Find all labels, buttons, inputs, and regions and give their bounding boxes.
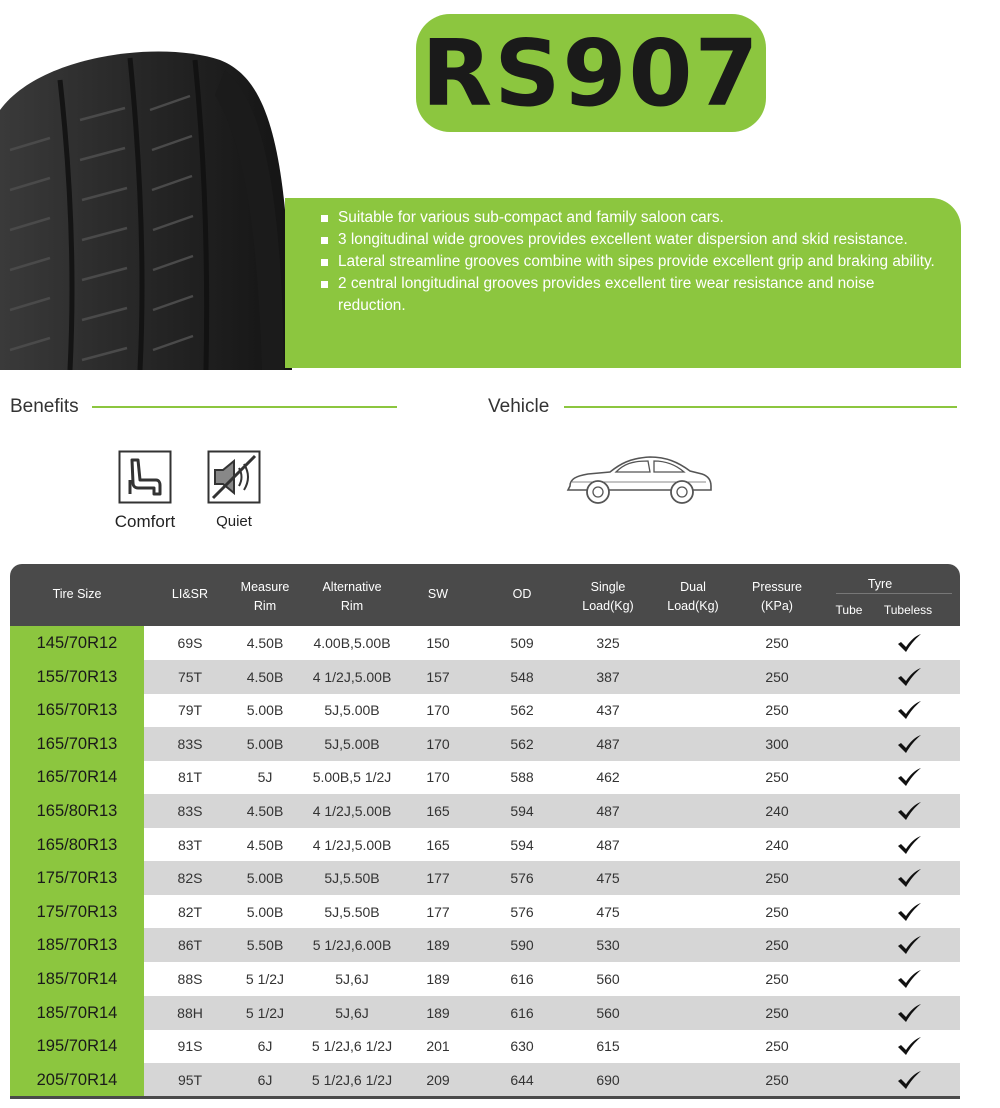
cell-od: 509 <box>510 635 534 651</box>
header-tubeless: Tubeless <box>883 603 933 617</box>
cell-alt: 5J,6J <box>335 971 369 987</box>
cell-alt: 5 1/2J,6 1/2J <box>311 1071 393 1088</box>
cell-lisr: 82S <box>177 870 203 887</box>
tubeless-check-icon <box>896 633 922 653</box>
cell-alt: 5J,5.00B <box>324 735 380 752</box>
cell-alt: 5J,5.50B <box>324 870 380 887</box>
cell-pressure: 250 <box>765 971 789 987</box>
header-od: OD <box>512 587 532 601</box>
table-row <box>10 794 960 828</box>
row-values <box>144 727 960 761</box>
cell-pressure: 250 <box>765 903 789 920</box>
cell-pressure: 250 <box>765 668 789 685</box>
cell-single: 487 <box>596 803 620 819</box>
cell-alt: 4.00B,5.00B <box>313 635 391 651</box>
cell-od: 594 <box>510 803 534 819</box>
cell-dual <box>658 626 728 660</box>
table-row <box>10 660 960 694</box>
cell-single: 560 <box>596 1004 620 1021</box>
cell-dual <box>658 760 728 794</box>
spec-table <box>10 564 960 1099</box>
benefits-heading: Benefits <box>10 396 79 417</box>
feature-item: 2 central longitudinal grooves provides excellent tire wear resistance and noise reduction. <box>321 273 941 317</box>
tubeless-check-icon <box>896 801 922 821</box>
cell-dual <box>658 660 728 694</box>
cell-dual <box>658 794 728 828</box>
cell-rim: 5.50B <box>246 937 284 954</box>
cell-dual <box>658 1029 728 1063</box>
seat-icon <box>118 450 172 504</box>
cell-single: 560 <box>596 971 620 987</box>
header-tire-size: Tire Size <box>52 587 102 601</box>
cell-single: 530 <box>596 937 620 954</box>
cell-rim: 5J <box>257 769 273 786</box>
cell-pressure: 250 <box>765 870 789 887</box>
table-header <box>10 564 960 626</box>
table-row <box>10 727 960 761</box>
cell-alt: 5J,5.00B <box>324 702 380 719</box>
row-values <box>144 1063 960 1097</box>
cell-rim: 4.50B <box>246 803 284 819</box>
cell-pressure: 240 <box>765 836 789 853</box>
cell-tire-size: 205/70R14 <box>10 1063 144 1097</box>
cell-lisr: 86T <box>177 937 203 954</box>
cell-od: 616 <box>510 1004 534 1021</box>
row-values <box>144 693 960 727</box>
cell-lisr: 79T <box>177 702 203 719</box>
tubeless-check-icon <box>896 734 922 754</box>
cell-dual <box>658 895 728 929</box>
cell-lisr: 95T <box>177 1071 203 1088</box>
sedan-car-icon <box>566 452 714 508</box>
tubeless-check-icon <box>896 1003 922 1023</box>
header-line: Measure <box>240 580 290 594</box>
table-row <box>10 996 960 1030</box>
cell-alt: 5 1/2J,6 1/2J <box>311 1038 393 1055</box>
header-line: Load(Kg) <box>582 599 634 613</box>
cell-alt: 4 1/2J,5.00B <box>312 668 392 685</box>
cell-rim: 4.50B <box>246 836 284 853</box>
tubeless-check-icon <box>896 767 922 787</box>
cell-sw: 157 <box>426 668 450 685</box>
cell-sw: 170 <box>426 702 450 719</box>
cell-rim: 5.00B <box>246 903 284 920</box>
cell-rim: 5.00B <box>246 702 284 719</box>
cell-sw: 189 <box>426 937 450 954</box>
tubeless-check-icon <box>896 667 922 687</box>
cell-od: 588 <box>510 769 534 786</box>
feature-item: Suitable for various sub-compact and family saloon cars. <box>321 207 941 229</box>
cell-tire-size: 185/70R13 <box>10 928 144 962</box>
cell-rim: 4.50B <box>246 668 284 685</box>
table-row <box>10 1029 960 1063</box>
cell-od: 616 <box>510 971 534 987</box>
cell-lisr: 91S <box>177 1038 203 1055</box>
cell-pressure: 250 <box>765 635 789 651</box>
table-row <box>10 828 960 862</box>
cell-dual <box>658 861 728 895</box>
cell-lisr: 83T <box>177 836 203 853</box>
cell-tire-size: 195/70R14 <box>10 1029 144 1063</box>
cell-tire-size: 155/70R13 <box>10 660 144 694</box>
row-values <box>144 861 960 895</box>
cell-sw: 170 <box>426 769 450 786</box>
cell-lisr: 88H <box>177 1004 203 1021</box>
header-measure-rim <box>230 578 300 616</box>
header-line: Pressure <box>751 580 803 594</box>
tubeless-check-icon <box>896 969 922 989</box>
cell-alt: 5 1/2J,6.00B <box>312 937 392 954</box>
vehicle-divider <box>564 406 957 408</box>
header-single-load <box>573 578 643 616</box>
table-row <box>10 760 960 794</box>
cell-lisr: 88S <box>177 971 203 987</box>
cell-rim: 5 1/2J <box>245 1004 285 1021</box>
cell-tire-size: 145/70R12 <box>10 626 144 660</box>
header-li-sr: LI&SR <box>171 587 209 601</box>
cell-sw: 165 <box>426 836 450 853</box>
tubeless-check-icon <box>896 1070 922 1090</box>
cell-sw: 201 <box>426 1038 450 1055</box>
product-title: RS907 <box>421 19 761 127</box>
cell-od: 576 <box>510 903 534 920</box>
cell-lisr: 81T <box>177 769 203 786</box>
cell-lisr: 75T <box>177 668 203 685</box>
cell-rim: 6J <box>257 1071 273 1088</box>
cell-dual <box>658 1063 728 1097</box>
cell-od: 594 <box>510 836 534 853</box>
tire-image <box>0 0 300 370</box>
cell-tire-size: 175/70R13 <box>10 861 144 895</box>
cell-lisr: 82T <box>177 903 203 920</box>
tubeless-check-icon <box>896 1036 922 1056</box>
cell-dual <box>658 928 728 962</box>
cell-lisr: 69S <box>177 635 203 651</box>
tubeless-check-icon <box>896 835 922 855</box>
header-tyre: Tyre <box>867 577 893 591</box>
cell-rim: 4.50B <box>246 635 284 651</box>
table-row <box>10 626 960 660</box>
cell-rim: 5.00B <box>246 870 284 887</box>
row-values <box>144 1029 960 1063</box>
cell-tire-size: 185/70R14 <box>10 996 144 1030</box>
row-values <box>144 895 960 929</box>
row-values <box>144 828 960 862</box>
cell-od: 562 <box>510 735 534 752</box>
header-line: Single <box>590 580 626 594</box>
cell-od: 644 <box>510 1071 534 1088</box>
cell-dual <box>658 996 728 1030</box>
cell-rim: 5 1/2J <box>245 971 285 987</box>
cell-single: 437 <box>596 702 620 719</box>
cell-pressure: 250 <box>765 1038 789 1055</box>
benefit-label-comfort: Comfort <box>114 512 176 531</box>
table-row <box>10 962 960 996</box>
table-bottom-border <box>10 1096 960 1099</box>
row-values <box>144 962 960 996</box>
feature-item: Lateral streamline grooves combine with sipes provide excellent grip and braking ability. <box>321 251 941 273</box>
header-tube: Tube <box>835 603 863 617</box>
header-dual-load <box>658 578 728 616</box>
cell-tire-size: 165/80R13 <box>10 794 144 828</box>
vehicle-heading: Vehicle <box>488 396 550 417</box>
tubeless-check-icon <box>896 902 922 922</box>
header-line: Rim <box>253 599 277 613</box>
cell-sw: 170 <box>426 735 450 752</box>
cell-sw: 189 <box>426 971 450 987</box>
cell-tire-size: 165/70R14 <box>10 760 144 794</box>
cell-single: 387 <box>596 668 620 685</box>
cell-single: 690 <box>596 1071 620 1088</box>
row-values <box>144 794 960 828</box>
header-tyre-divider <box>836 593 952 594</box>
cell-tire-size: 175/70R13 <box>10 895 144 929</box>
cell-od: 548 <box>510 668 534 685</box>
header-line: Load(Kg) <box>667 599 719 613</box>
cell-sw: 150 <box>426 635 450 651</box>
table-row <box>10 693 960 727</box>
cell-single: 462 <box>596 769 620 786</box>
cell-dual <box>658 828 728 862</box>
cell-od: 562 <box>510 702 534 719</box>
cell-alt: 4 1/2J,5.00B <box>312 803 392 819</box>
cell-dual <box>658 962 728 996</box>
header-pressure <box>742 578 812 616</box>
table-row <box>10 895 960 929</box>
table-row <box>10 1063 960 1097</box>
cell-lisr: 83S <box>177 735 203 752</box>
cell-od: 576 <box>510 870 534 887</box>
header-line: Dual <box>680 580 706 594</box>
row-values <box>144 996 960 1030</box>
benefits-divider <box>92 406 397 408</box>
cell-pressure: 250 <box>765 1071 789 1088</box>
cell-single: 487 <box>596 836 620 853</box>
header-line: Alternative <box>322 580 382 594</box>
cell-rim: 6J <box>257 1038 273 1055</box>
cell-dual <box>658 727 728 761</box>
cell-alt: 4 1/2J,5.00B <box>312 836 392 853</box>
cell-pressure: 250 <box>765 769 789 786</box>
cell-single: 475 <box>596 870 620 887</box>
cell-alt: 5J,6J <box>335 1004 369 1021</box>
cell-alt: 5.00B,5 1/2J <box>312 769 392 786</box>
row-values <box>144 660 960 694</box>
cell-sw: 177 <box>426 903 450 920</box>
benefit-label-quiet: Quiet <box>216 513 252 530</box>
cell-single: 475 <box>596 903 620 920</box>
table-row <box>10 928 960 962</box>
features-panel <box>285 198 961 368</box>
cell-rim: 5.00B <box>246 735 284 752</box>
tubeless-check-icon <box>896 868 922 888</box>
cell-tire-size: 165/70R13 <box>10 727 144 761</box>
cell-single: 325 <box>596 635 620 651</box>
cell-tire-size: 165/70R13 <box>10 693 144 727</box>
cell-sw: 165 <box>426 803 450 819</box>
header-alternative-rim <box>307 578 397 616</box>
feature-item: 3 longitudinal wide grooves provides excellent water dispersion and skid resistance. <box>321 229 941 251</box>
table-row <box>10 861 960 895</box>
tubeless-check-icon <box>896 935 922 955</box>
row-values <box>144 626 960 660</box>
cell-pressure: 250 <box>765 937 789 954</box>
cell-od: 590 <box>510 937 534 954</box>
row-values <box>144 760 960 794</box>
row-values <box>144 928 960 962</box>
cell-alt: 5J,5.50B <box>324 903 380 920</box>
cell-pressure: 250 <box>765 702 789 719</box>
cell-pressure: 300 <box>765 735 789 752</box>
cell-pressure: 250 <box>765 1004 789 1021</box>
cell-single: 487 <box>596 735 620 752</box>
header-line: (KPa) <box>761 599 793 613</box>
header-sw: SW <box>427 587 449 601</box>
cell-dual <box>658 693 728 727</box>
cell-sw: 209 <box>426 1071 450 1088</box>
cell-tire-size: 185/70R14 <box>10 962 144 996</box>
cell-sw: 177 <box>426 870 450 887</box>
cell-lisr: 83S <box>177 803 203 819</box>
cell-sw: 189 <box>426 1004 450 1021</box>
cell-od: 630 <box>510 1038 534 1055</box>
cell-single: 615 <box>596 1038 620 1055</box>
cell-tire-size: 165/80R13 <box>10 828 144 862</box>
header-line: Rim <box>340 599 364 613</box>
muted-speaker-icon <box>207 450 261 504</box>
tubeless-check-icon <box>896 700 922 720</box>
cell-pressure: 240 <box>765 803 789 819</box>
features-list <box>321 207 941 317</box>
